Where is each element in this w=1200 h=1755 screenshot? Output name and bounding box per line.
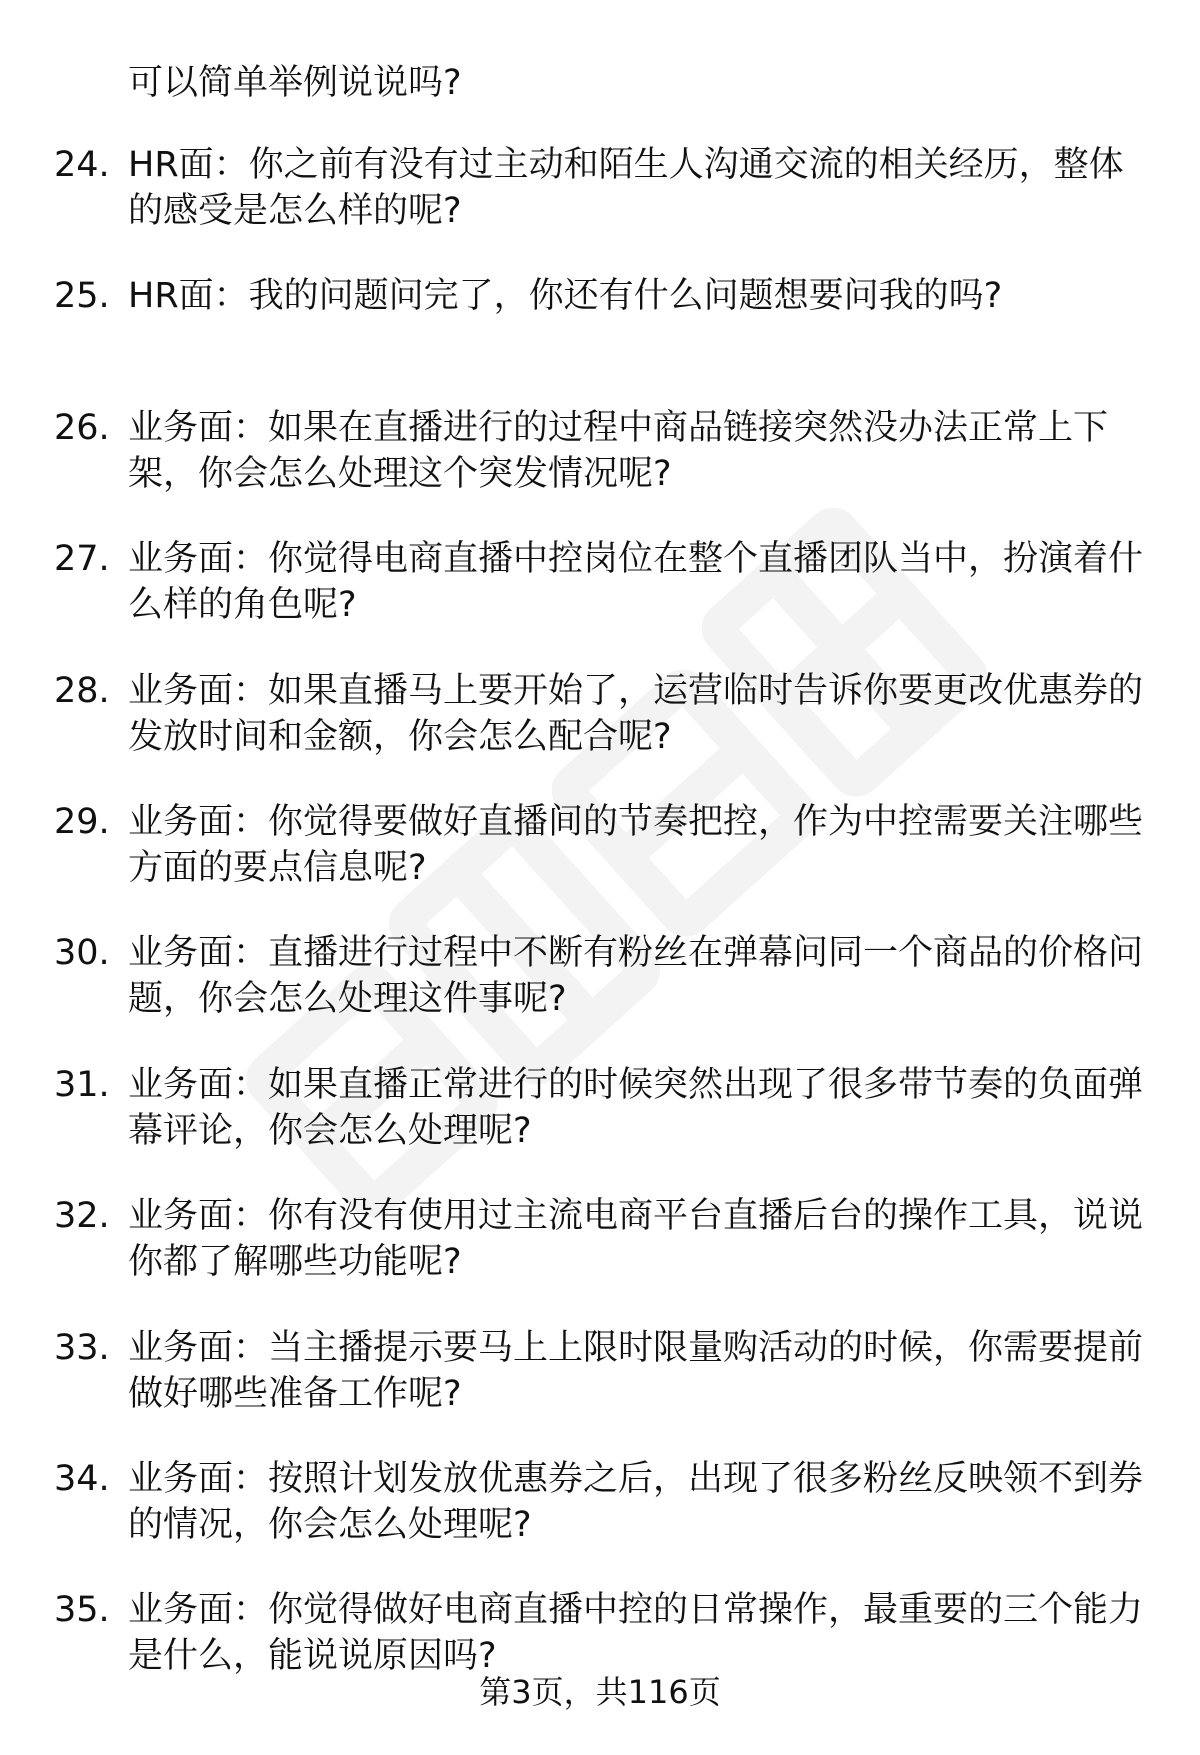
question-text: 业务面：你觉得要做好直播间的节奏把控，作为中控需要关注哪些方面的要点信息呢? bbox=[128, 801, 1144, 888]
continued-question-text: 可以简单举例说说吗? bbox=[128, 63, 462, 103]
question-text: HR面：我的问题问完了，你还有什么问题想要问我的吗? bbox=[128, 276, 1003, 317]
question-number: 26. bbox=[54, 407, 110, 448]
question-number: 31. bbox=[54, 1064, 110, 1105]
question-text: 业务面：如果在直播进行的过程中商品链接突然没办法正常上下架，你会怎么处理这个突发情况呢? bbox=[128, 407, 1109, 494]
list-item bbox=[0, 405, 1200, 493]
question-number: 32. bbox=[54, 1196, 110, 1237]
list-item bbox=[0, 1456, 1200, 1544]
question-text: 业务面：如果直播马上要开始了，运营临时告诉你要更改优惠券的发放时间和金额，你会怎么配合呢? bbox=[128, 670, 1144, 757]
question-text: 业务面：你觉得电商直播中控岗位在整个直播团队当中，扮演着什么样的角色呢? bbox=[128, 539, 1144, 626]
list-item bbox=[0, 1062, 1200, 1150]
list-item bbox=[0, 1325, 1200, 1413]
list-item bbox=[0, 273, 1200, 361]
question-text: 业务面：你有没有使用过主流电商平台直播后台的操作工具，说说你都了解哪些功能呢? bbox=[128, 1196, 1144, 1283]
question-text: 业务面：如果直播正常进行的时候突然出现了很多带节奏的负面弹幕评论，你会怎么处理呢? bbox=[128, 1064, 1144, 1151]
list-item bbox=[0, 142, 1200, 230]
question-list bbox=[0, 142, 1200, 1719]
list-item bbox=[0, 668, 1200, 756]
question-text: 业务面：直播进行过程中不断有粉丝在弹幕问同一个商品的价格问题，你会怎么处理这件事呢? bbox=[128, 933, 1144, 1020]
question-text: 业务面：当主播提示要马上上限时限量购活动的时候，你需要提前做好哪些准备工作呢? bbox=[128, 1327, 1144, 1414]
question-number: 33. bbox=[54, 1327, 110, 1368]
question-number: 30. bbox=[54, 933, 110, 974]
question-number: 27. bbox=[54, 539, 110, 580]
page-number-footer: 第3页，共116页 bbox=[479, 1673, 721, 1711]
question-text: 业务面：按照计划发放优惠券之后，出现了很多粉丝反映领不到券的情况，你会怎么处理呢? bbox=[128, 1458, 1144, 1545]
list-item bbox=[0, 536, 1200, 624]
question-number: 25. bbox=[54, 276, 110, 317]
list-item bbox=[0, 799, 1200, 887]
question-number: 28. bbox=[54, 670, 110, 711]
question-number: 35. bbox=[54, 1590, 110, 1631]
list-item bbox=[0, 1587, 1200, 1675]
list-item bbox=[0, 930, 1200, 1018]
question-number: 29. bbox=[54, 801, 110, 842]
list-item bbox=[0, 1193, 1200, 1281]
question-text: HR面：你之前有没有过主动和陌生人沟通交流的相关经历，整体的感受是怎么样的呢? bbox=[128, 145, 1124, 231]
question-text: 业务面：你觉得做好电商直播中控的日常操作，最重要的三个能力是什么，能说说原因吗? bbox=[128, 1590, 1144, 1677]
question-number: 34. bbox=[54, 1458, 110, 1499]
question-number: 24. bbox=[54, 145, 110, 185]
